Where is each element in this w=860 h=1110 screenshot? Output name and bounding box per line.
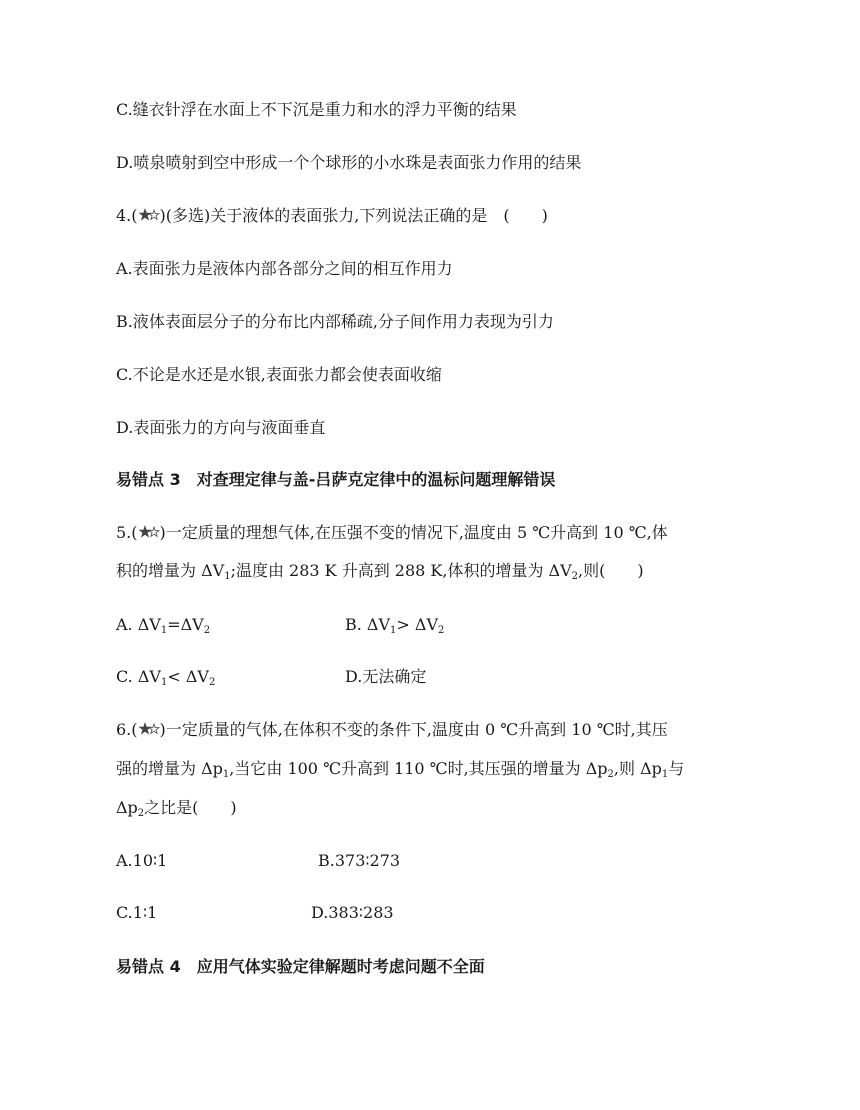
subscript: 1 bbox=[224, 571, 231, 582]
question-4-option-a: A.表面张力是液体内部各部分之间的相互作用力 bbox=[116, 259, 453, 278]
subscript: 1 bbox=[160, 625, 168, 636]
option-c-prev: C.缝衣针浮在水面上不下沉是重力和水的浮力平衡的结果 bbox=[116, 100, 517, 119]
difficulty-star-icon bbox=[138, 524, 160, 540]
question-6-option-d: D.383∶283 bbox=[311, 903, 394, 922]
subscript: 1 bbox=[222, 769, 230, 780]
text-run: ,当它由 100 ℃升高到 110 ℃时,其压强的增量为 Δp bbox=[229, 759, 608, 778]
difficulty-star-icon bbox=[138, 721, 160, 737]
question-5-option-d: D.无法确定 bbox=[345, 667, 427, 686]
subscript: 2 bbox=[438, 625, 445, 636]
section-heading-3: 易错点 3 对查理定律与盖-吕萨克定律中的温标问题理解错误 bbox=[116, 470, 556, 489]
subscript: 2 bbox=[571, 571, 579, 582]
option-d-prev: D.喷泉喷射到空中形成一个个球形的小水珠是表面张力作用的结果 bbox=[116, 153, 582, 172]
text-run: 强的增量为 Δp bbox=[116, 759, 223, 778]
question-5-option-a bbox=[116, 614, 210, 642]
question-4-option-d: D.表面张力的方向与液面垂直 bbox=[116, 418, 326, 437]
question-5-text: )一定质量的理想气体,在压强不变的情况下,温度由 5 ℃升高到 10 ℃,体 bbox=[159, 523, 668, 542]
subscript: 1 bbox=[390, 625, 397, 636]
question-4-option-b: B.液体表面层分子的分布比内部稀疏,分子间作用力表现为引力 bbox=[116, 312, 554, 331]
text-run: ;温度由 283 K 升高到 288 K,体积的增量为 ΔV bbox=[230, 561, 572, 580]
question-4-text: )(多选)关于液体的表面张力,下列说法正确的是 ( ) bbox=[159, 206, 548, 225]
text-run: B. ΔV bbox=[345, 615, 391, 634]
text-run: > ΔV bbox=[396, 615, 439, 634]
text-run: Δp bbox=[116, 798, 138, 817]
subscript: 2 bbox=[607, 769, 614, 780]
question-4-stem bbox=[116, 205, 548, 227]
subscript: 2 bbox=[137, 808, 145, 819]
difficulty-star-icon bbox=[138, 207, 160, 223]
question-5-line-1 bbox=[116, 522, 668, 544]
text-run: 之比是( ) bbox=[144, 798, 237, 817]
question-5-option-c bbox=[116, 666, 215, 694]
question-5-number: 5.( bbox=[116, 523, 138, 542]
text-run: ,则 Δp bbox=[613, 759, 662, 778]
section-heading-4: 易错点 4 应用气体实验定律解题时考虑问题不全面 bbox=[116, 957, 485, 976]
question-4-number: 4.( bbox=[116, 206, 138, 225]
subscript: 2 bbox=[208, 677, 216, 688]
question-6-number: 6.( bbox=[116, 720, 138, 739]
question-6-option-c: C.1∶1 bbox=[116, 903, 158, 922]
text-run: C. ΔV bbox=[116, 667, 161, 686]
subscript: 2 bbox=[203, 625, 211, 636]
subscript: 1 bbox=[661, 769, 669, 780]
question-6-line-2 bbox=[116, 758, 684, 786]
question-6-line-3 bbox=[116, 797, 237, 825]
text-run: A. ΔV bbox=[116, 615, 161, 634]
subscript: 1 bbox=[160, 677, 168, 688]
question-5-option-b bbox=[345, 614, 444, 642]
question-4-option-c: C.不论是水还是水银,表面张力都会使表面收缩 bbox=[116, 365, 442, 384]
text-run: < ΔV bbox=[167, 667, 209, 686]
question-6-line-1 bbox=[116, 719, 668, 741]
question-6-option-a: A.10∶1 bbox=[116, 851, 168, 870]
question-5-line-2 bbox=[116, 560, 644, 588]
question-6-text: )一定质量的气体,在体积不变的条件下,温度由 0 ℃升高到 10 ℃时,其压 bbox=[159, 720, 668, 739]
question-6-option-b: B.373∶273 bbox=[318, 851, 401, 870]
text-run: 与 bbox=[668, 759, 685, 778]
text-run: 积的增量为 ΔV bbox=[116, 561, 225, 580]
text-run: =ΔV bbox=[167, 615, 204, 634]
text-run: ,则( ) bbox=[578, 561, 644, 580]
